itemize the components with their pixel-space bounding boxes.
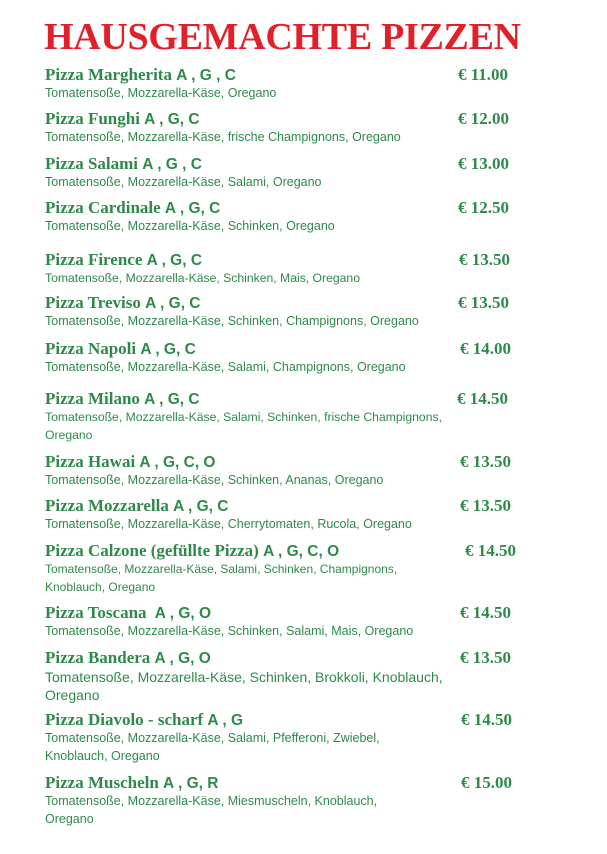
- menu-item-napoli: [45, 338, 565, 377]
- item-description: Tomatensoße, Mozzarella-Käse, Salami, Schinken, frische Champignons, Oregano: [45, 410, 442, 442]
- item-price: € 11.00: [458, 65, 509, 84]
- item-allergens: A , G, C: [146, 252, 203, 269]
- item-allergens: A , G, O: [154, 605, 212, 622]
- item-name: Pizza Treviso: [45, 293, 141, 312]
- menu-item-diavolo: [45, 709, 565, 765]
- item-name: Pizza Cardinale: [45, 198, 161, 217]
- item-description: Tomatensoße, Mozzarella-Käse, frische Champignons, Oregano: [45, 130, 401, 144]
- menu-item-calzone: [45, 540, 565, 596]
- menu-item-funghi: [45, 108, 565, 147]
- item-description: Tomatensoße, Mozzarella-Käse, Schinken, Brokkoli, Knoblauch, Oregano: [45, 669, 443, 703]
- menu-item-hawai: [45, 451, 565, 490]
- item-name: Pizza Diavolo - scharf: [45, 710, 204, 729]
- menu-title: HAUSGEMACHTE PIZZEN: [44, 16, 521, 58]
- item-description: Tomatensoße, Mozzarella-Käse, Cherrytomaten, Rucola, Oregano: [45, 517, 412, 531]
- item-description: Tomatensoße, Mozzarella-Käse, Salami, Pfefferoni, Zwiebel, Knoblauch, Oregano: [45, 731, 380, 763]
- item-allergens: A , G, C: [140, 341, 196, 358]
- item-allergens: A , G, C: [144, 111, 200, 128]
- item-description: Tomatensoße, Mozzarella-Käse, Oregano: [45, 86, 277, 100]
- item-price: € 14.50: [457, 389, 508, 408]
- item-name: Pizza Firence: [45, 250, 143, 269]
- item-price: € 14.50: [460, 603, 511, 622]
- menu-item-bandera: [45, 647, 565, 704]
- item-allergens: A , G, C, O: [139, 454, 216, 471]
- item-description: Tomatensoße, Mozzarella-Käse, Schinken, Champignons, Oregano: [45, 314, 419, 328]
- item-price: € 13.50: [459, 250, 510, 269]
- item-allergens: A , G, C: [144, 391, 200, 408]
- menu-item-salami: [45, 153, 565, 192]
- item-allergens: A , G: [207, 712, 244, 729]
- item-description: Tomatensoße, Mozzarella-Käse, Schinken, Mais, Oregano: [45, 271, 360, 285]
- menu-item-margherita: [45, 64, 565, 103]
- item-name: Pizza Milano: [45, 389, 140, 408]
- item-allergens: A , G, C, O: [263, 543, 340, 560]
- item-name: Pizza Margherita: [45, 65, 172, 84]
- item-name: Pizza Salami: [45, 154, 139, 173]
- item-name: Pizza Muscheln: [45, 773, 159, 792]
- item-price: € 13.50: [458, 293, 509, 312]
- item-allergens: A , G , C: [142, 156, 202, 173]
- item-price: € 12.50: [458, 198, 509, 217]
- item-price: € 14.50: [461, 710, 512, 729]
- item-description: Tomatensoße, Mozzarella-Käse, Salami, Champignons, Oregano: [45, 360, 406, 374]
- item-name: Pizza Calzone (gefüllte Pizza): [45, 541, 259, 560]
- item-description: Tomatensoße, Mozzarella-Käse, Miesmuscheln, Knoblauch, Oregano: [45, 794, 378, 826]
- item-name: Pizza Mozzarella: [45, 496, 169, 515]
- item-allergens: A , G, O: [154, 650, 211, 667]
- item-description: Tomatensoße, Mozzarella-Käse, Salami, Oregano: [45, 175, 322, 189]
- item-description: Tomatensoße, Mozzarella-Käse, Schinken, Oregano: [45, 219, 335, 233]
- item-price: € 13.50: [460, 496, 511, 515]
- item-name: Pizza Toscana: [45, 603, 147, 622]
- menu-item-muscheln: [45, 772, 565, 828]
- menu-item-mozzarella: [45, 495, 565, 534]
- item-allergens: A , G, C: [173, 498, 229, 515]
- menu-item-treviso: [45, 292, 565, 331]
- item-allergens: A , G, R: [163, 775, 219, 792]
- menu-item-toscana: [45, 602, 565, 641]
- item-price: € 14.00: [460, 339, 511, 358]
- item-name: Pizza Napoli: [45, 339, 137, 358]
- item-description: Tomatensoße, Mozzarella-Käse, Schinken, Ananas, Oregano: [45, 473, 384, 487]
- item-price: € 14.50: [465, 541, 516, 560]
- item-allergens: A , G, C: [164, 200, 221, 217]
- menu-item-cardinale: [45, 197, 565, 236]
- item-price: € 13.00: [458, 154, 509, 173]
- item-name: Pizza Bandera: [45, 648, 151, 667]
- item-name: Pizza Hawai: [45, 452, 136, 471]
- menu-item-milano: [45, 388, 565, 444]
- item-description: Tomatensoße, Mozzarella-Käse, Salami, Schinken, Champignons, Knoblauch, Oregano: [45, 562, 398, 594]
- item-price: € 15.00: [461, 773, 512, 792]
- item-price: € 13.50: [460, 648, 511, 667]
- item-price: € 13.50: [460, 452, 511, 471]
- item-allergens: A , G , C: [176, 67, 236, 84]
- item-allergens: A , G, C: [145, 295, 201, 312]
- menu-item-firence: [45, 249, 565, 288]
- item-description: Tomatensoße, Mozzarella-Käse, Schinken, Salami, Mais, Oregano: [45, 624, 414, 638]
- item-name: Pizza Funghi: [45, 109, 140, 128]
- item-price: € 12.00: [458, 109, 509, 128]
